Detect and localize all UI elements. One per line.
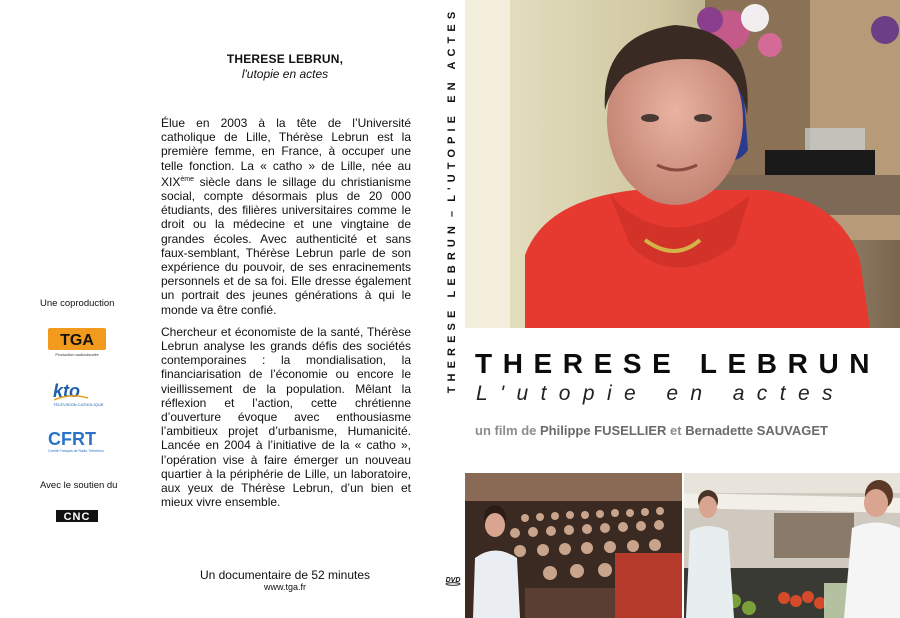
support-label: Avec le soutien du (40, 480, 118, 491)
market-photo (684, 473, 900, 618)
front-title: THERESE LEBRUN (475, 348, 881, 379)
cfrt-logo (47, 428, 111, 454)
spine-separator: – (446, 205, 458, 218)
spine-text (446, 7, 458, 394)
tga-logo-text: TGA (60, 332, 94, 349)
back-subtitle: l'utopie en actes (241, 67, 329, 81)
director-1: Philippe FUSELLIER (540, 423, 667, 438)
director-2: Bernadette SAUVAGET (685, 423, 828, 438)
coproduction-label: Une coproduction (40, 298, 115, 309)
synopsis-paragraph-1: Élue en 2003 à la tête de l’Université catholique de Lille, Thérèse Lebrun est la première femme, en France, à occuper une telle fonction. La « catho » de Lille, née au XIXème siècle dans le sillage du christianisme social, compte désormais plus de 20 000 étudiants, des filières universitaires comme le droit ou la médecine et une vingtaine de grandes écoles. Avec authenticité et sans faux-semblant, Thérèse Lebrun parle de son expérience du pouvoir, de ses enracinements personnels et de sa foi. Elle dresse également un portrait des jeunes générations à qui le monde va être confié. (161, 116, 411, 317)
duration-line: Un documentaire de 52 minutes (199, 568, 371, 582)
cnc-logo-text: CNC (63, 511, 91, 523)
lecture-hall-photo (465, 473, 682, 618)
portrait-photo (465, 0, 900, 328)
kto-logo (50, 378, 110, 408)
directors-credit: un film de Philippe FUSELLIER et Bernadette SAUVAGET (475, 423, 828, 438)
synopsis (161, 116, 411, 517)
cfrt-logo-text: CFRT (48, 429, 96, 449)
spine-name: THERESE LEBRUN (446, 221, 458, 394)
back-cover (0, 0, 440, 618)
kto-logo-text: kto (53, 381, 80, 401)
synopsis-paragraph-2: Chercheur et économiste de la santé, Thérèse Lebrun analyse les grands défis des sociétés contemporaines : la mondialisation, la financiarisation de l’économie ou encore le vieillissement de la population. Mêlant la réflexion et l’action, cette chrétienne d’ouverture évoque avec enthousiasme l’ambitieux projet d’urbanisme, Humanicité. Lancée en 2004 à l’initiative de la « catho », l’opération vise à faire émerger un nouveau quartier à la périphérie de Lille, un laboratoire, aux yeux de Thérèse Lebrun, d’un bien et mieux vivre ensemble. (161, 324, 411, 510)
tga-tagline: Production audiovisuelle (55, 352, 99, 357)
website: www.tga.fr (263, 582, 306, 592)
kto-tagline: TÉLÉVISION CATHOLIQUE (53, 402, 104, 407)
cfrt-tagline: Comité Français de Radio-Télévision (48, 449, 104, 453)
tga-logo (48, 328, 106, 358)
front-subtitle: L'utopie en actes (476, 382, 845, 405)
back-title: THERESE LEBRUN, (226, 52, 344, 66)
dvd-logo (444, 572, 462, 586)
dvd-logo-text: DVD (445, 577, 461, 584)
spine-subtitle: L'UTOPIE EN ACTES (446, 6, 458, 202)
cnc-logo (56, 508, 98, 524)
